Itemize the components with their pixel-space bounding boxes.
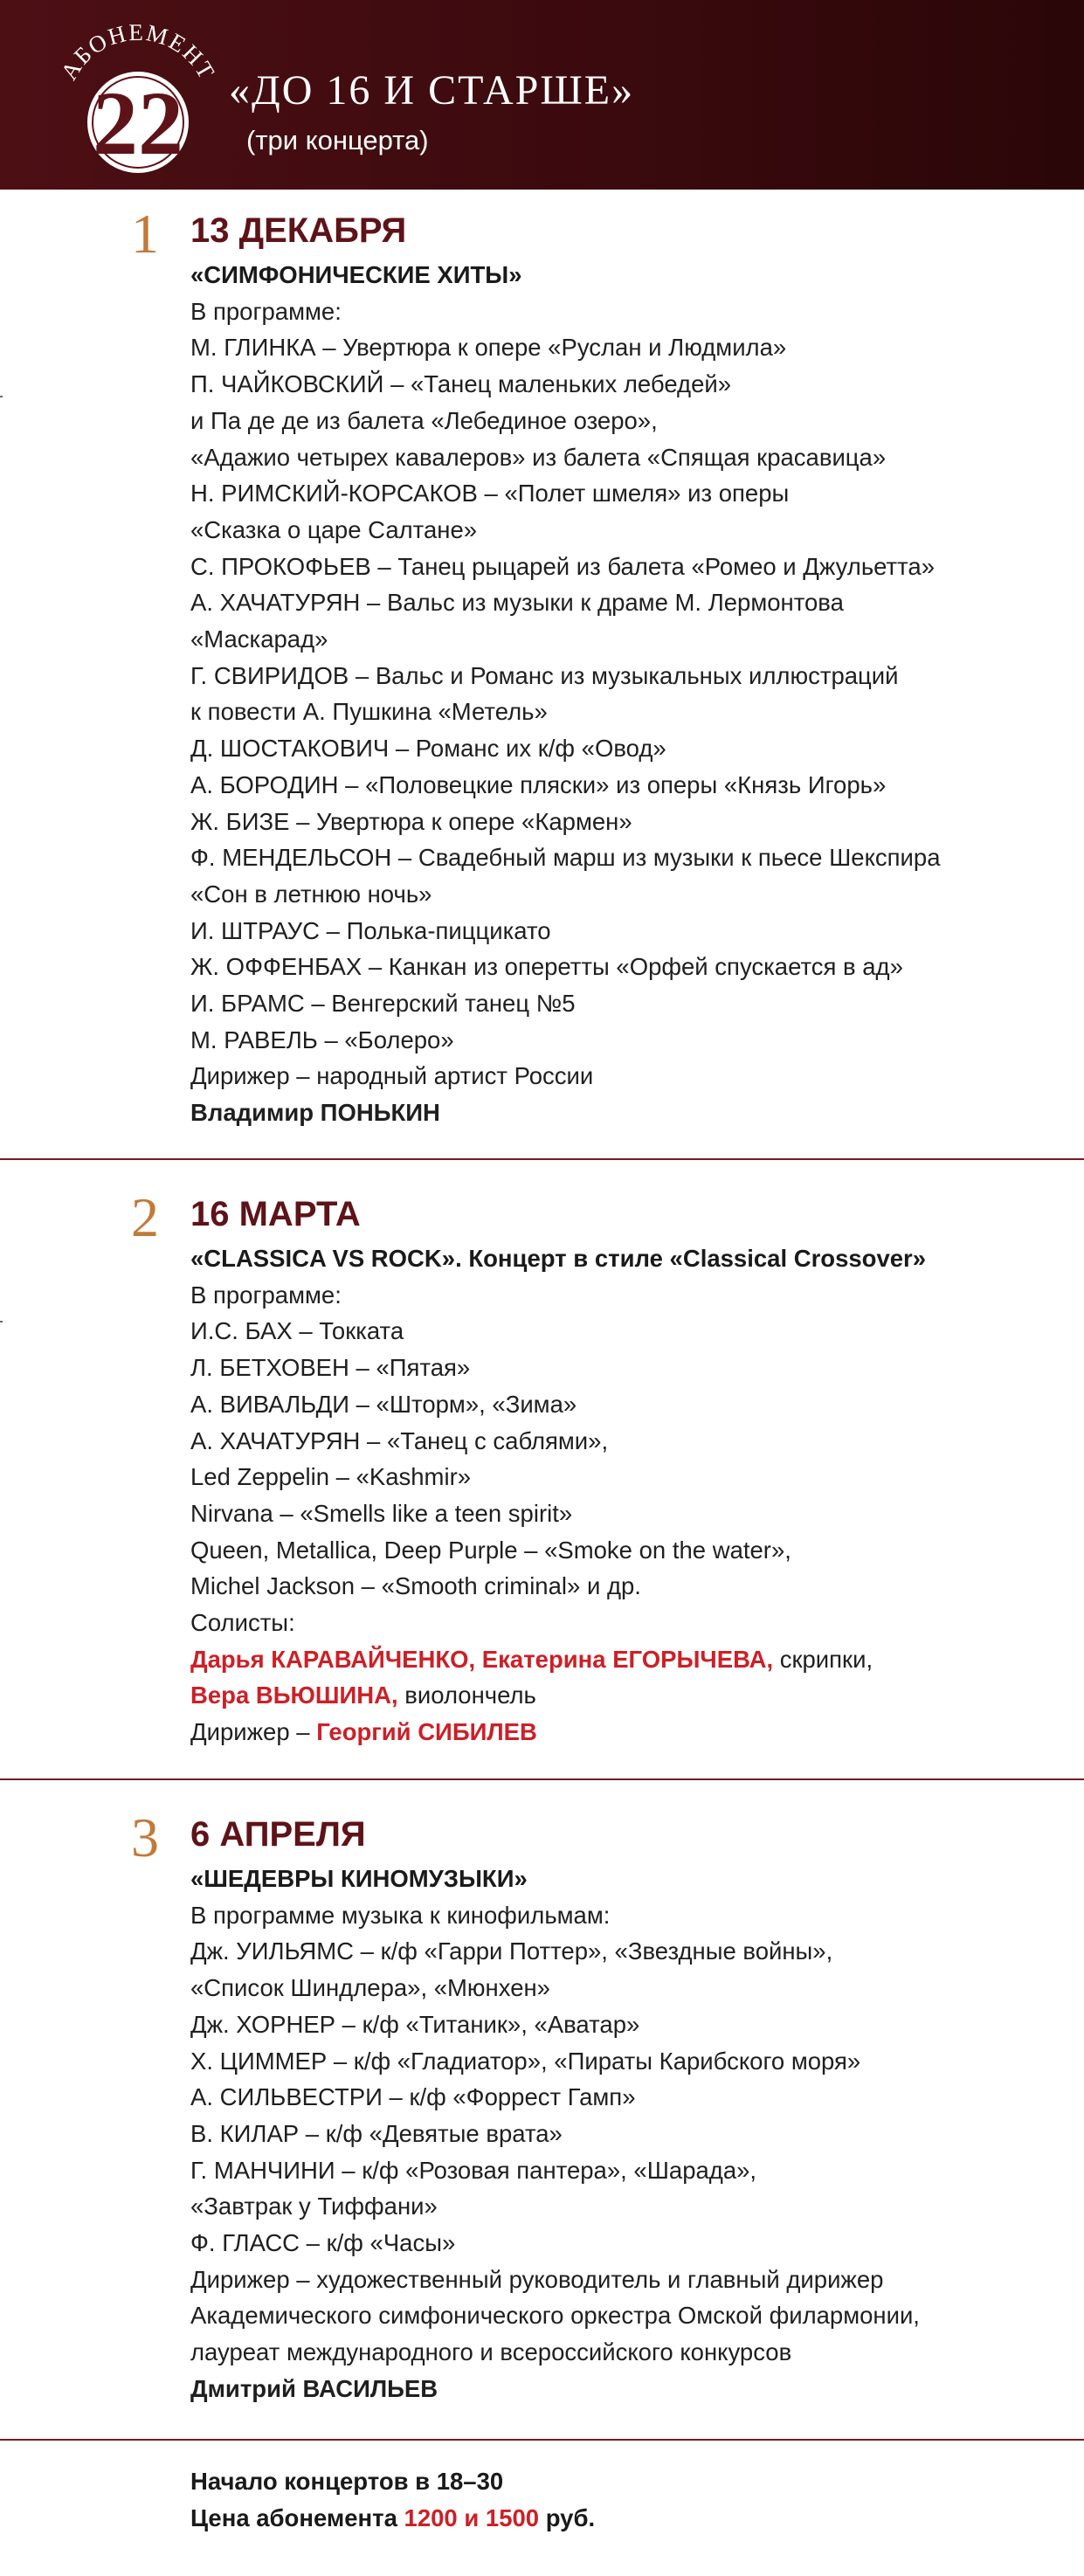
program-line: «Сказка о царе Салтане»: [190, 515, 478, 543]
price-values: 1200 и 1500: [404, 2504, 540, 2531]
margin-mark: [0, 1321, 3, 1323]
program-line: Солисты:: [190, 1609, 295, 1637]
program-line: Л. БЕТХОВЕН – «Пятая»: [190, 1354, 471, 1382]
program-line: В программе:: [190, 1281, 342, 1309]
badge-arc-text: АБОНЕМЕНТ: [55, 18, 221, 85]
program-line: И. БРАМС – Венгерский танец №5: [190, 990, 576, 1018]
program-line: Г. МАНЧИНИ – к/ф «Розовая пантера», «Шарада»,: [190, 2156, 757, 2184]
program-line: Дирижер – народный артист России: [190, 1062, 594, 1090]
program-line: Академического симфонического оркестра Омской филармонии,: [190, 2302, 920, 2330]
program-line: В программе:: [190, 297, 342, 325]
program-line: «Маскарад»: [190, 625, 328, 653]
program-line: Nirvana – «Smells like a teen spirit»: [190, 1499, 573, 1527]
concert-date: 6 АПРЕЛЯ: [190, 1815, 366, 1854]
program-line: к повести А. Пушкина «Метель»: [190, 698, 548, 726]
concert-number: 3: [131, 1806, 159, 1868]
program-line: С. ПРОКОФЬЕВ – Танец рыцарей из балета «Ромео и Джульетта»: [190, 552, 936, 580]
program-line: Led Zeppelin – «Kashmir»: [190, 1463, 472, 1491]
page-title: «ДО 16 И СТАРШЕ»: [229, 67, 635, 114]
concert-number: 1: [131, 203, 159, 265]
program-line: В программе музыка к кинофильмам:: [190, 1901, 611, 1929]
program-line: П. ЧАЙКОВСКИЙ – «Танец маленьких лебедей»: [190, 370, 732, 398]
program-line: И.С. БАХ – Токката: [190, 1317, 404, 1345]
program-line: В. КИЛАР – к/ф «Девятые врата»: [190, 2119, 563, 2147]
program-line: Г. СВИРИДОВ – Вальс и Романс из музыкальных иллюстраций: [190, 661, 899, 689]
concert-date: 16 МАРТА: [190, 1195, 361, 1233]
program-line: лауреат международного и всероссийского конкурсов: [190, 2338, 792, 2366]
program-line: М. РАВЕЛЬ – «Болеро»: [190, 1026, 454, 1053]
badge-emblem: [51, 7, 225, 182]
margin-mark: [0, 396, 3, 397]
program-line: А. СИЛЬВЕСТРИ – к/ф «Форрест Гамп»: [190, 2083, 636, 2111]
concert-program: [190, 1861, 1073, 2407]
soloist-cello-line: [190, 1677, 1073, 1714]
program-line: и Па де де из балета «Лебединое озеро»,: [190, 406, 658, 434]
program-line: Дж. УИЛЬЯМС – к/ф «Гарри Поттер», «Звездные войны»,: [190, 1937, 833, 1965]
conductor-name: Владимир ПОНЬКИН: [190, 1099, 440, 1127]
program-line: «Адажио четырех кавалеров» из балета «Спящая красавица»: [190, 443, 887, 471]
subscription-badge: [51, 7, 225, 182]
concert-name: «ШЕДЕВРЫ КИНОМУЗЫКИ»: [190, 1865, 528, 1892]
conductor-name: Георгий СИБИЛЕВ: [316, 1718, 537, 1746]
section-divider: [0, 1778, 1084, 1780]
header-banner: [0, 0, 1084, 190]
program-line: И. ШТРАУС – Полька-пиццикато: [190, 916, 551, 944]
soloists-violin-line: [190, 1641, 1073, 1678]
start-time: Начало концертов в 18–30: [190, 2468, 504, 2495]
conductor-label: Дирижер –: [190, 1718, 317, 1746]
program-line: Д. ШОСТАКОВИЧ – Романс их к/ф «Овод»: [190, 735, 666, 763]
soloists-violin: Дарья КАРАВАЙЧЕНКО, Екатерина ЕГОРЫЧЕВА,: [190, 1645, 774, 1673]
program-line: А. ВИВАЛЬДИ – «Шторм», «Зима»: [190, 1390, 577, 1418]
program-line: Michel Jackson – «Smooth criminal» и др.: [190, 1572, 641, 1600]
badge-number: 22: [93, 73, 183, 174]
conductor-line: [190, 1714, 1073, 1751]
program-line: Queen, Metallica, Deep Purple – «Smoke on the water»,: [190, 1536, 791, 1564]
concert-program: [190, 257, 1073, 1131]
page-subtitle: (три концерта): [246, 125, 429, 155]
program-line: «Сон в летнюю ночь»: [190, 880, 432, 908]
concert-program: [190, 1240, 1073, 1751]
footer-info: [190, 2463, 595, 2537]
program-line: Х. ЦИММЕР – к/ф «Гладиатор», «Пираты Карибского моря»: [190, 2047, 861, 2075]
price-currency: руб.: [539, 2504, 596, 2531]
program-line: А. ХАЧАТУРЯН – Вальс из музыки к драме М. Лермонтова: [190, 589, 844, 617]
program-line: «Список Шиндлера», «Мюнхен»: [190, 1974, 550, 2002]
violin-label: скрипки,: [773, 1645, 873, 1673]
program-line: М. ГЛИНКА – Увертюра к опере «Руслан и Людмила»: [190, 334, 787, 362]
concert-date: 13 ДЕКАБРЯ: [190, 211, 407, 250]
program-line: Н. РИМСКИЙ-КОРСАКОВ – «Полет шмеля» из оперы: [190, 480, 790, 508]
cello-label: виолончель: [397, 1682, 536, 1709]
program-line: Ф. ГЛАСС – к/ф «Часы»: [190, 2229, 456, 2257]
section-divider: [0, 2439, 1084, 2441]
concert-name: «СИМФОНИЧЕСКИЕ ХИТЫ»: [190, 261, 522, 288]
program-line: А. БОРОДИН – «Половецкие пляски» из оперы «Князь Игорь»: [190, 770, 887, 798]
program-line: Дж. ХОРНЕР – к/ф «Титаник», «Аватар»: [190, 2010, 640, 2038]
program-line: «Завтрак у Тиффани»: [190, 2193, 438, 2220]
concert-name: «CLASSICA VS ROCK». Концерт в стиле «Classical Crossover»: [190, 1245, 927, 1272]
concert-number: 2: [131, 1186, 159, 1248]
program-line: А. ХАЧАТУРЯН – «Танец с саблями»,: [190, 1426, 609, 1454]
program-line: Дирижер – художественный руководитель и главный дирижер: [190, 2265, 884, 2293]
program-line: Ж. ОФФЕНБАХ – Канкан из оперетты «Орфей спускается в ад»: [190, 953, 903, 981]
program-line: Ж. БИЗЕ – Увертюра к опере «Кармен»: [190, 807, 632, 835]
price-label: Цена абонемента: [190, 2504, 404, 2531]
price-line: [190, 2500, 595, 2537]
soloist-cello: Вера ВЬЮШИНА,: [190, 1682, 398, 1709]
conductor-name: Дмитрий ВАСИЛЬЕВ: [190, 2374, 438, 2402]
section-divider: [0, 1158, 1084, 1160]
program-line: Ф. МЕНДЕЛЬСОН – Свадебный марш из музыки к пьесе Шекспира: [190, 844, 941, 872]
